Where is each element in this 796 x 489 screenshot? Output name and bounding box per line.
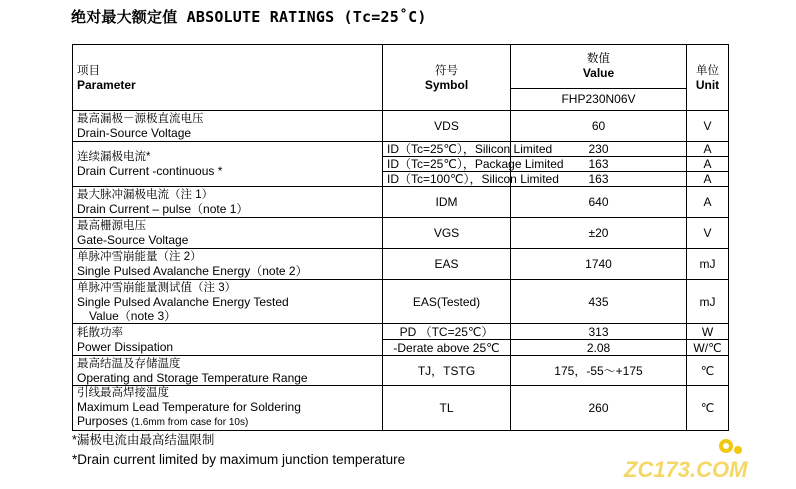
table-cell [73, 386, 383, 431]
header-parameter [73, 45, 383, 111]
table-cell: -Derate above 25℃ [383, 340, 511, 356]
table-row [73, 249, 729, 280]
table-cell: EAS(Tested) [383, 280, 511, 324]
table-row [73, 386, 729, 431]
cell-text: Value（note 3） [89, 308, 177, 323]
table-cell: TL [383, 386, 511, 431]
table-row [73, 218, 729, 249]
watermark-logo [622, 437, 782, 482]
table-cell: mJ [687, 280, 729, 324]
table-cell: W [687, 324, 729, 340]
table-cell [73, 218, 383, 249]
table-cell: 640 [511, 187, 687, 218]
absolute-ratings-table [72, 44, 729, 431]
table-cell: mJ [687, 249, 729, 280]
table-cell: ID（Tc=25℃），Package Limited [383, 157, 511, 172]
table-row [73, 356, 729, 386]
table-cell: ℃ [687, 386, 729, 431]
table-row [73, 280, 729, 324]
table-cell: TJ，TSTG [383, 356, 511, 386]
table-cell: VDS [383, 111, 511, 142]
cell-text: Power Dissipation [77, 339, 174, 354]
cell-text: 单脉冲雪崩能量（注 2） [77, 251, 202, 263]
table-row [73, 187, 729, 218]
cell-text: Drain Current – pulse（note 1） [77, 202, 249, 216]
cell-text: 连续漏极电流* [77, 151, 151, 163]
cell-text: Drain Current -continuous * [77, 164, 223, 178]
table-cell: VGS [383, 218, 511, 249]
cell-text: Value [582, 66, 615, 81]
table-cell: 435 [511, 280, 687, 324]
table-cell: V [687, 218, 729, 249]
table-cell: 60 [511, 111, 687, 142]
cell-text: 引线最高焊接温度 [77, 387, 169, 399]
table-cell [73, 187, 383, 218]
cell-text: Single Pulsed Avalanche Energy（note 2） [77, 264, 308, 278]
cell-text: Unit [695, 77, 720, 92]
cell-text: Maximum Lead Temperature for Soldering [77, 400, 301, 414]
cell-text: 耗散功率 [77, 326, 123, 339]
table-cell [73, 249, 383, 280]
cell-text: 最高结温及存储温度 [77, 357, 181, 370]
cell-text: Operating and Storage Temperature Range [77, 370, 308, 385]
table-cell: W/℃ [687, 340, 729, 356]
table-cell: A [687, 142, 729, 157]
cell-text: Single Pulsed Avalanche Energy Tested [77, 294, 289, 309]
table-cell: 1740 [511, 249, 687, 280]
table-cell [73, 142, 383, 187]
table-cell: 163 [511, 157, 687, 172]
table-row [73, 111, 729, 142]
cell-text: (1.6mm from case for 10s) [131, 417, 249, 428]
table-cell [73, 356, 383, 386]
table-cell: IDM [383, 187, 511, 218]
cell-text: Purposes [77, 414, 128, 428]
table-cell [73, 324, 383, 356]
table-cell: EAS [383, 249, 511, 280]
table-cell [73, 280, 383, 324]
table-cell: 260 [511, 386, 687, 431]
table-cell [73, 111, 383, 142]
header-symbol [383, 45, 511, 111]
table-cell: A [687, 172, 729, 187]
page-title: 绝对最大额定值 ABSOLUTE RATINGS (Tc=25˚C) [71, 8, 427, 26]
cell-text: 数值 [587, 53, 610, 66]
table-row [73, 142, 729, 157]
table-cell: 313 [511, 324, 687, 340]
table-cell: ID（Tc=25℃），Silicon Limited [383, 142, 511, 157]
footnote-en: *Drain current limited by maximum junction temperature [72, 452, 406, 467]
table-cell: ℃ [687, 356, 729, 386]
table-cell: ±20 [511, 218, 687, 249]
cell-text: Gate-Source Voltage [77, 233, 189, 247]
table-cell: 230 [511, 142, 687, 157]
table-row [73, 324, 729, 340]
cell-text [77, 414, 378, 430]
cell-text: 最大脉冲漏极电流（注 1） [77, 189, 214, 201]
table-cell: A [687, 157, 729, 172]
header-value [511, 45, 687, 89]
table-cell: PD （TC=25℃） [383, 324, 511, 340]
cell-text: 最高栅源电压 [77, 220, 146, 232]
footnote-cn: *漏极电流由最高结温限制 [72, 433, 215, 447]
table-cell: ID（Tc=100℃），Silicon Limited [383, 172, 511, 187]
part-number: FHP230N06V [511, 88, 687, 110]
cell-text: 项目 [77, 64, 100, 77]
cell-text: 最高漏极－源极直流电压 [77, 113, 204, 125]
watermark-text: ZC173.COM [624, 457, 748, 482]
cell-text: 单脉冲雪崩能量测试值（注 3） [77, 281, 237, 294]
table-cell: V [687, 111, 729, 142]
table-header-row [73, 45, 729, 89]
header-unit [687, 45, 729, 111]
cell-text: Drain-Source Voltage [77, 126, 192, 140]
table-cell: 175，-55～+175 [511, 356, 687, 386]
cell-text: 单位 [696, 64, 719, 77]
table-cell: A [687, 187, 729, 218]
table-cell: 2.08 [511, 340, 687, 356]
cell-text: 符号 [435, 64, 458, 77]
cell-text: Parameter [77, 77, 136, 92]
cell-text: Symbol [424, 77, 469, 92]
table-cell: 163 [511, 172, 687, 187]
